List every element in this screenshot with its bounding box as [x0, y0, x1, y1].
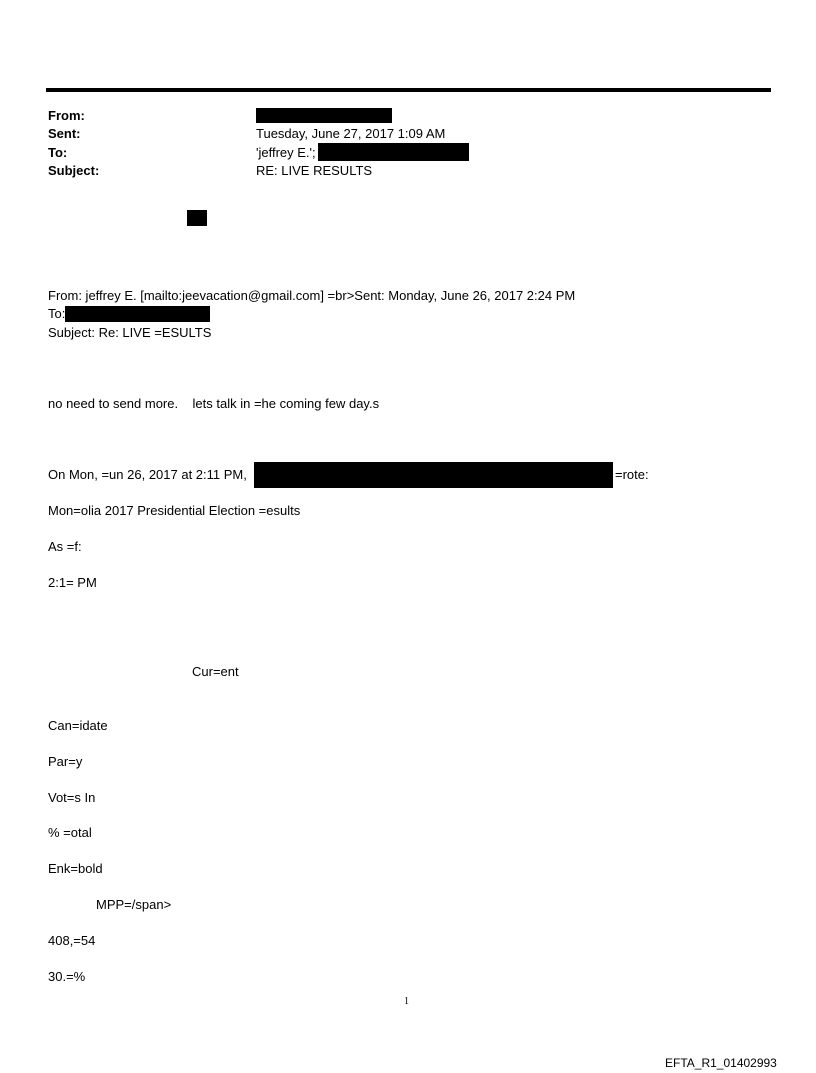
sent-value: Tuesday, June 27, 2017 1:09 AM	[256, 126, 446, 141]
page-number: 1	[404, 996, 409, 1007]
quoted-subject-line: Subject: Re: LIVE =ESULTS	[48, 325, 212, 340]
party-line: Par=y	[48, 754, 83, 769]
on-date-prefix: On Mon, =un 26, 2017 at 2:11 PM,	[48, 467, 247, 482]
to-redaction	[318, 143, 469, 161]
quoted-to-redaction	[65, 306, 210, 322]
mpp-line: MPP=/span>	[96, 897, 172, 912]
from-redaction	[256, 108, 392, 123]
reply-line: no need to send more. lets talk in =he coming few day.s	[48, 396, 380, 411]
to-label: To:	[48, 145, 68, 160]
results-title: Mon=olia 2017 Presidential Election =esults	[48, 503, 301, 518]
quoted-to-label: To:	[48, 306, 66, 321]
pct-total-line: % =otal	[48, 825, 92, 840]
on-date-suffix: =rote:	[615, 467, 649, 482]
votes-in-line: Vot=s In	[48, 790, 96, 805]
time-line: 2:1= PM	[48, 575, 97, 590]
subject-label: Subject:	[48, 163, 100, 178]
as-of-line: As =f:	[48, 539, 82, 554]
sent-label: Sent:	[48, 126, 81, 141]
subject-value: RE: LIVE RESULTS	[256, 163, 373, 178]
enk-line: Enk=bold	[48, 861, 103, 876]
quoted-from-line: From: jeffrey E. [mailto:jeevacation@gmail.com] =br>Sent: Monday, June 26, 2017 2:24 PM	[48, 288, 576, 303]
pct-line: 30.=%	[48, 969, 86, 984]
to-value: 'jeffrey E.';	[256, 145, 316, 160]
votes-line: 408,=54	[48, 933, 96, 948]
document-id: EFTA_R1_01402993	[665, 1056, 777, 1070]
body-redaction-small	[187, 210, 207, 226]
sender-redaction	[254, 462, 613, 488]
header-rule	[46, 88, 771, 92]
current-line: Cur=ent	[192, 664, 239, 679]
from-label: From:	[48, 108, 85, 123]
candidate-line: Can=idate	[48, 718, 108, 733]
